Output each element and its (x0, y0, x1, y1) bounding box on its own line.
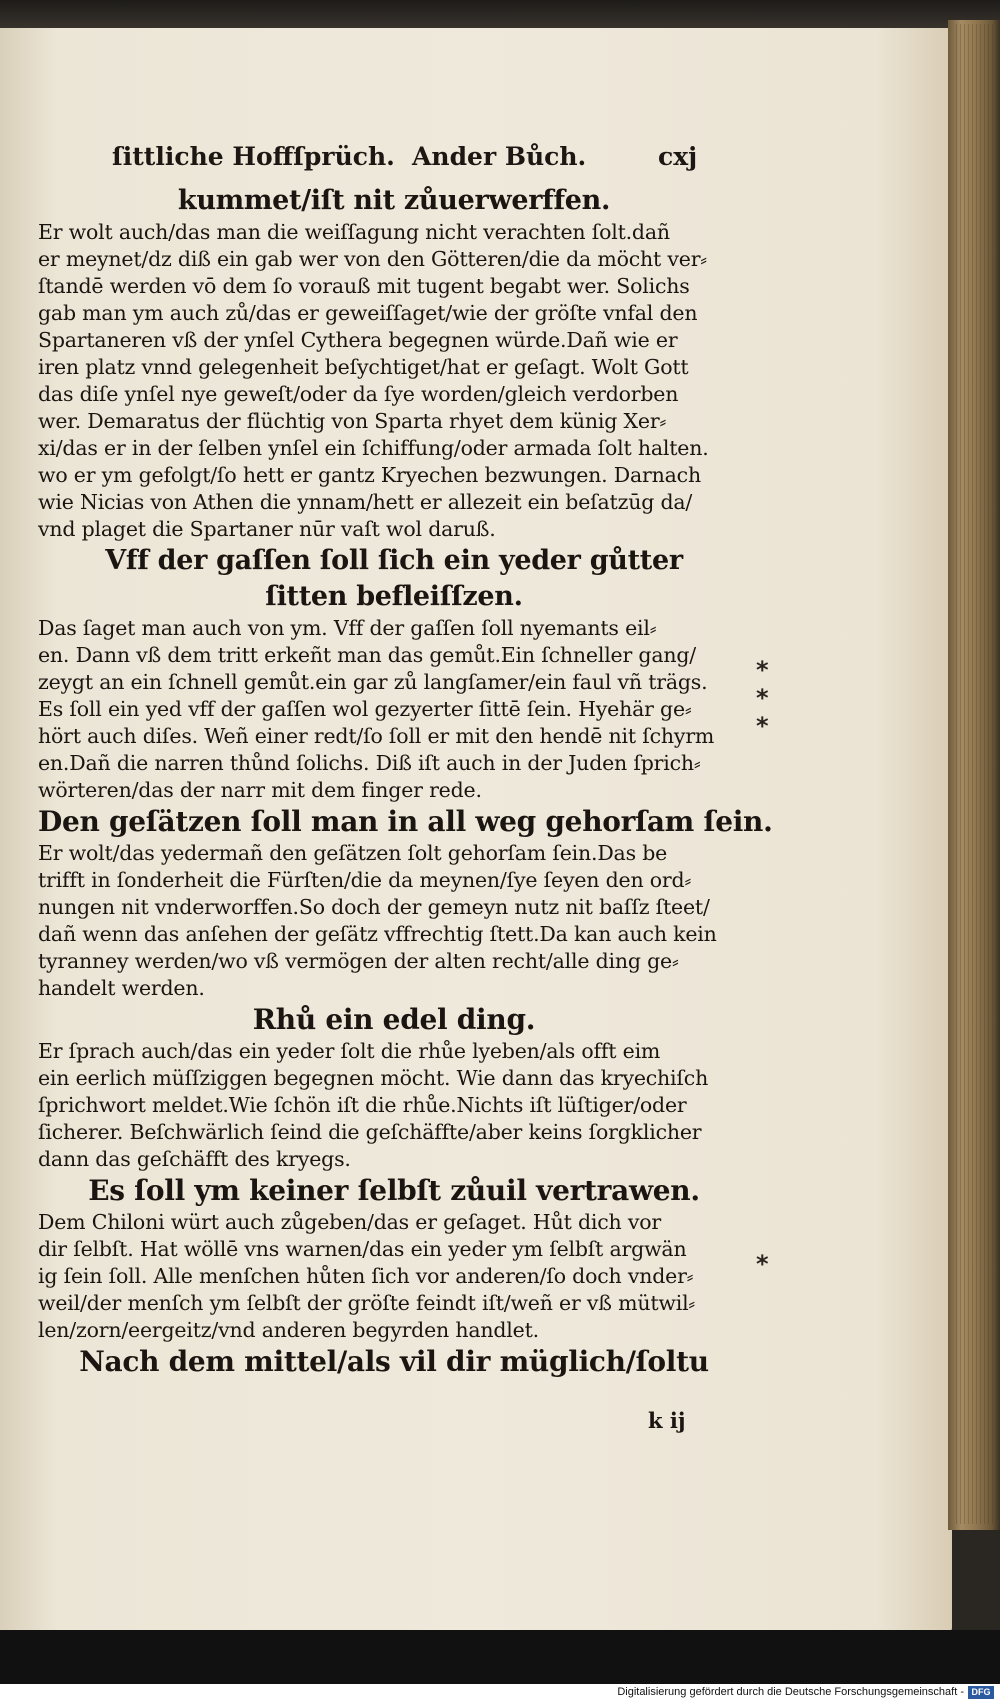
heading-line: kummet/iſt nit zůuerwerffen. (177, 185, 611, 216)
text-line: Er ſprach auch/das ein yeder ſolt die rhůe lyeben/als offt eim (38, 1039, 661, 1063)
text-line: wörteren/das der narr mit dem finger rede. (38, 778, 482, 802)
text-line: Das ſaget man auch von ym. Vff der gaſſen ſoll nyemants eil⸗ (38, 616, 657, 640)
text-line: gab man ym auch zů/das er geweiſſaget/wie der gröſte vnfal den (38, 301, 698, 325)
text-body (38, 183, 773, 1380)
text-line: Es ſoll ein yed vff der gaſſen wol gezyerter ſittē ſein. Hyehär ge⸗ (38, 697, 692, 721)
heading-line: ſitten befleiſſzen. (265, 581, 523, 612)
text-line: ſprichwort meldet.Wie ſchön iſt die rhůe.Nichts iſt lüſtiger/oder (38, 1093, 687, 1117)
margin-asterisk: * (756, 656, 769, 684)
funding-credit: Digitalisierung gefördert durch die Deutsche Forschungsgemeinschaft - (617, 1686, 964, 1698)
text-line: Spartaneren vß der ynſel Cythera begegnen würde.Dañ wie er (38, 328, 678, 352)
text-line: dir ſelbſt. Hat wöllē vns warnen/das ein yeder ym ſelbſt argwän (38, 1237, 687, 1261)
fore-edge-texture (956, 24, 994, 1524)
text-line: hört auch diſes. Weñ einer redt/ſo ſoll er mit den hendē nit ſchyrm (38, 724, 715, 748)
text-line: Er wolt/das yedermañ den geſätzen ſolt gehorſam ſein.Das be (38, 841, 668, 865)
margin-asterisk: * (756, 712, 769, 740)
text-line: Er wolt auch/das man die weiſſagung nicht verachten ſolt.dañ (38, 220, 670, 244)
book-top-edge (0, 0, 1000, 30)
text-line: en.Dañ die narren thůnd ſolichs. Diß iſt auch in der Juden ſprich⸗ (38, 751, 701, 775)
margin-asterisk: * (756, 1250, 769, 1278)
text-line: dañ wenn das anſehen der geſätz vffrechtig ſtett.Da kan auch kein (38, 922, 717, 946)
text-line: len/zorn/eergeitz/vnd anderen begyrden handlet. (38, 1318, 539, 1342)
text-line: trifft in ſonderheit die Fürſten/die da meynen/ſye ſeyen den ord⸗ (38, 868, 692, 892)
margin-asterisk: * (756, 684, 769, 712)
heading-line: Nach dem mittel/als vil dir müglich/ſoltu (79, 1345, 709, 1378)
text-line: ſtandē werden vō dem ſo vorauß mit tugent begabt wer. Solichs (38, 274, 690, 298)
header-center: Ander Bůch. (412, 142, 587, 171)
text-line: das diſe ynſel nye geweſt/oder da ſye worden/gleich verdorben (38, 382, 679, 406)
signature-mark: k ij (648, 1408, 686, 1433)
heading-line: Es ſoll ym keiner ſelbſt zůuil vertrawen. (88, 1174, 700, 1207)
header-left: ſittliche Hoffſprüch. (112, 142, 395, 171)
folio-number: cxj (658, 142, 698, 171)
scan-background (0, 1630, 1000, 1684)
text-line: wer. Demaratus der flüchtig von Sparta rhyet dem künig Xer⸗ (38, 409, 667, 433)
text-line: weil/der menſch ym ſelbſt der gröſte feindt iſt/weñ er vß mütwil⸗ (38, 1291, 696, 1315)
text-line: ig ſein ſoll. Alle menſchen hůten ſich vor anderen/ſo doch vnder⸗ (38, 1264, 694, 1288)
text-line: wo er ym gefolgt/ſo hett er gantz Kryechen bezwungen. Darnach (38, 463, 701, 487)
text-line: vnd plaget die Spartaner nūr vaſt wol daruß. (38, 517, 496, 541)
text-line: nungen nit vnderworffen.So doch der gemeyn nutz nit baſſz ſteet/ (38, 895, 710, 919)
text-line: ſicherer. Beſchwärlich ſeind die geſchäffte/aber keins ſorgklicher (38, 1120, 702, 1144)
heading-line: Den geſätzen ſoll man in all weg gehorſam ſein. (38, 805, 773, 838)
text-line: handelt werden. (38, 976, 205, 1000)
dfg-logo: DFG (968, 1686, 994, 1699)
text-line: tyranney werden/wo vß vermögen der alten recht/alle ding ge⸗ (38, 949, 679, 973)
heading-line: Rhů ein edel ding. (252, 1003, 536, 1036)
text-line: Dem Chiloni würt auch zůgeben/das er geſaget. Hůt dich vor (38, 1210, 661, 1234)
text-line: wie Nicias von Athen die ynnam/hett er allezeit ein beſatzūg da/ (38, 490, 693, 514)
text-line: en. Dann vß dem tritt erkeñt man das gemůt.Ein ſchneller gang/ (38, 643, 696, 667)
text-line: ein eerlich müſſziggen begegnen möcht. Wie dann das kryechiſch (38, 1066, 709, 1090)
text-line: dann das geſchäfft des kryegs. (38, 1147, 351, 1171)
text-line: xi/das er in der ſelben ynſel ein ſchiffung/oder armada ſolt halten. (38, 436, 709, 460)
running-header (0, 142, 952, 182)
text-line: zeygt an ein ſchnell gemůt.ein gar zů langſamer/ein faul vñ trägs. (38, 670, 708, 694)
text-line: er meynet/dz diß ein gab wer von den Götteren/die da möcht ver⸗ (38, 247, 707, 271)
text-line: iren platz vnnd gelegenheit beſychtiget/hat er geſagt. Wolt Gott (38, 355, 689, 379)
heading-line: Vff der gaſſen ſoll ſich ein yeder gůtter (105, 545, 683, 576)
